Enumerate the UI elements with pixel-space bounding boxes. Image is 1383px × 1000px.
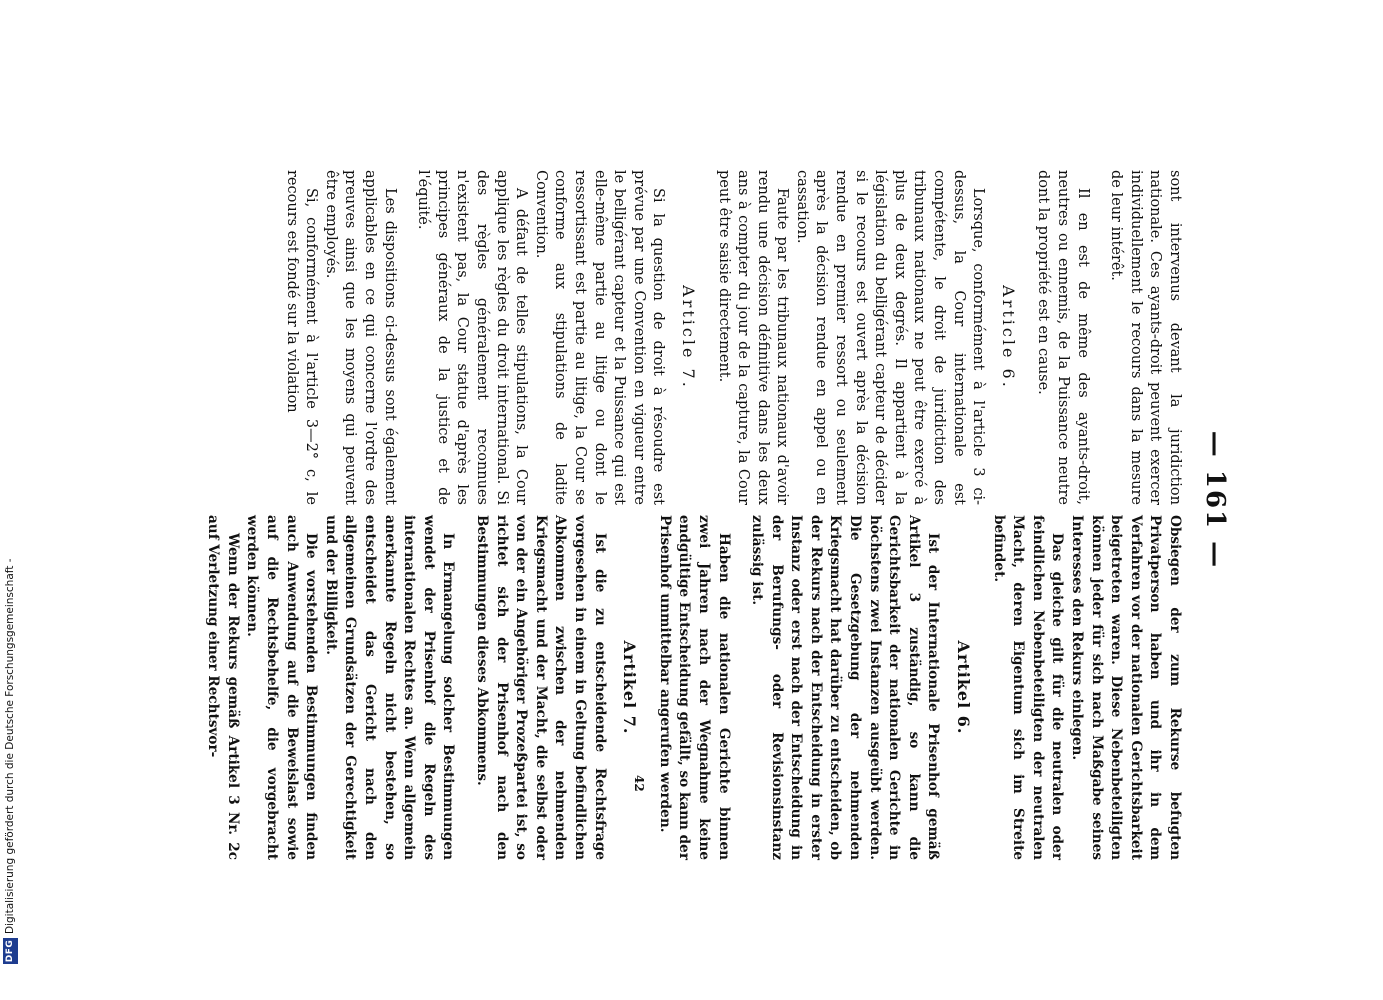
paragraph: Les dispositions ci-dessus sont également applicables en ce qui concerne l'ordre des preuves ainsi que les moyens qui peuvent être employés.	[322, 170, 398, 505]
folio-number: 42	[632, 775, 646, 792]
paragraph: Lorsque, conformément à l'article 3 ci-dessus, la Cour internationale est compétente, le droit de juridiction des tribunaux nationaux ne peut être exercé à plus de deux degrés. Il appartient à la législation du belligérant capteur de décider si le recours est ouvert après la décision rendue en premier ressort ou seulement après la décision rendue en appel ou en cassation.	[793, 170, 987, 505]
paragraph: Die vorstehenden Bestimmungen finden auch Anwendung auf die Beweislast sowie auf die Rechtsbehelfe, die vorgebracht werden können.	[244, 515, 320, 860]
article-heading: Article 7.	[678, 285, 698, 390]
digitization-credit-strip	[0, 0, 20, 1000]
article-heading: Artikel 7.	[620, 640, 640, 735]
paragraph: Ist die zu entscheidende Rechtsfrage vorgesehen in einem in Geltung befindlichen Abkommen zwischen der nehmenden Kriegsmacht und der Macht, die selbst oder von der ein Angehöriger Prozeßpartei ist, so richtet sich der Prisenhof nach den Bestimmungen dieses Abkommens.	[474, 515, 608, 860]
article-heading: Artikel 6.	[954, 640, 974, 735]
paragraph: In Ermangelung solcher Bestimmungen wendet der Prisenhof die Regeln des internationalen Rechtes an. Wenn allgemein anerkannte Regeln nicht bestehen, so entscheidet das Gericht nach den allgemeinen Grundsätzen der Gerechtigkeit und der Billigkeit.	[322, 515, 457, 860]
paragraph: Il en est de même des ayants-droit, neutres ou ennemis, de la Puissance neutre dont la propriété est en cause.	[1035, 170, 1091, 505]
credit-text: Digitalisierung gefördert durch die Deutsche Forschungsgemeinschaft -	[4, 558, 16, 934]
paragraph: sont intervenus devant la juridiction nationale. Ces ayants-droit peuvent exercer individuellement le recours dans la mesure de leur intérêt.	[1108, 170, 1183, 505]
paragraph: Si, conformément à l'article 3—2° c, le recours est fondé sur la violation	[283, 170, 320, 505]
paragraph: A défaut de telles stipulations, la Cour applique les règles du droit international. Si des règles généralement reconnues n'existent pas, la Cour statue d'après les principes généraux de la justice et de l'équité.	[415, 170, 530, 505]
paragraph: Ist der Internationale Prisenhof gemäß Artikel 3 zuständig, so kann die Gerichtsbarkeit der nationalen Gerichte in höchstens zwei Instanzen ausgeübt werden. Die Gesetzgebung der nehmenden Kriegsmacht hat darüber zu entscheiden, ob der Rekurs nach der Entscheidung in erster Instanz oder erst nach der Entscheidung in der Berufungs- oder Revisionsinstanz zulässig ist.	[749, 515, 942, 860]
paragraph: Si la question de droit à résoudre est prévue par une Convention en vigueur entre le belligérant capteur et la Puissance qui est elle-même partie au litige ou dont le ressortissant est partie au litige, la Cour se conforme aux stipulations de ladite Convention.	[532, 170, 667, 505]
dfg-logo: DFG	[3, 938, 18, 964]
scanned-page	[205, 0, 1236, 1000]
paragraph: Wenn der Rekurs gemäß Artikel 3 Nr. 2c auf Verletzung einer Rechtsvor-	[205, 515, 241, 860]
article-heading: Article 6.	[998, 285, 1018, 390]
page-number-header: — 161 —	[1200, 430, 1230, 570]
paragraph: Faute par les tribunaux nationaux d'avoir rendu une décision définitive dans les deux ans à compter du jour de la capture, la Cour peut être saisie directement.	[715, 170, 791, 505]
french-column	[283, 170, 1184, 505]
paragraph: Obsiegen der zum Rekurse befugten Privatperson haben und ihr in dem Verfahren vor der nationalen Gerichtsbarkeit beigetreten waren. Diese Nebenbeteiligten können jeder für sich nach Maßgabe seines Interesses den Rekurs einlegen.	[1069, 515, 1183, 860]
paragraph: Haben die nationalen Gerichte binnen zwei Jahren nach der Wegnahme keine endgültige Entscheidung gefällt, so kann der Prisenhof unmittelbar angerufen werden.	[656, 515, 732, 860]
paragraph: Das gleiche gilt für die neutralen oder feindlichen Nebenbeteiligten der neutralen Macht, deren Eigentum sich im Streite befindet.	[990, 515, 1066, 860]
digitization-credit	[0, 0, 20, 1000]
